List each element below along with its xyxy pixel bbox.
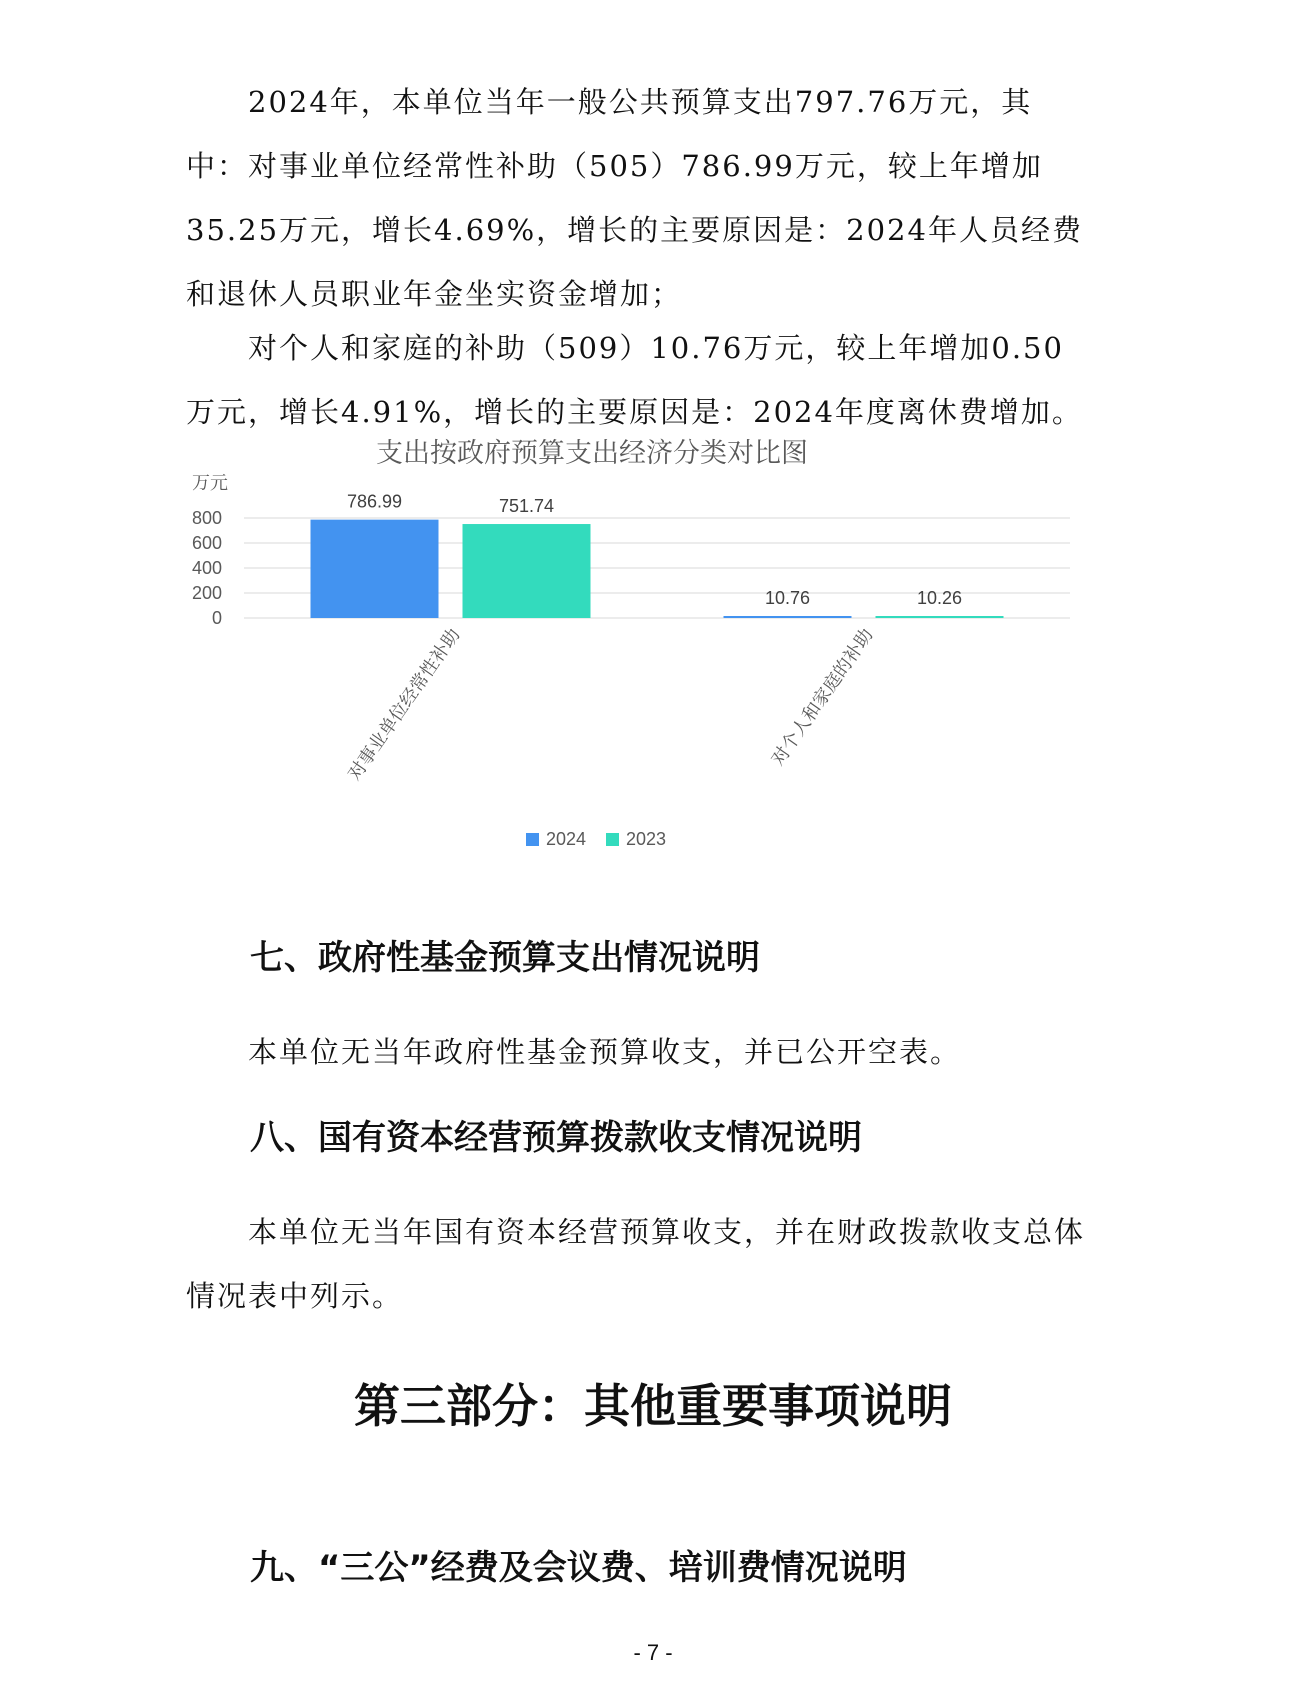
y-tick-label: 800	[191, 508, 222, 528]
y-tick-label: 200	[191, 583, 222, 603]
bar-2023	[876, 616, 1004, 618]
x-category-label: 对个人和家庭的补助	[767, 624, 877, 769]
bar-2024	[311, 520, 439, 618]
data-label: 10.76	[764, 588, 811, 608]
paragraph-household-subsidy: 对个人和家庭的补助（509）10.76万元，较上年增加0.50万元，增长4.91%，增长的主要原因是：2024年度离休费增加。	[186, 331, 1083, 429]
legend-swatch-2024	[526, 833, 539, 846]
part-3-title: 第三部分：其他重要事项说明	[354, 1379, 952, 1433]
page-number: - 7 -	[633, 1640, 673, 1665]
legend-label: 2023	[626, 829, 667, 849]
y-tick-label: 400	[191, 558, 222, 578]
chart-title: 支出按政府预算支出经济分类对比图	[376, 438, 808, 468]
paragraph-total-expenditure: 2024年，本单位当年一般公共预算支出797.76万元，其中：	[186, 85, 1033, 183]
bar-2023	[463, 524, 591, 618]
x-category-label: 对事业单位经常性补助	[344, 624, 464, 784]
section-7-body: 本单位无当年政府性基金预算收支，并已公开空表。	[248, 1035, 962, 1069]
expenditure-comparison-chart	[180, 438, 1060, 890]
data-label: 751.74	[498, 496, 555, 517]
bar-2024	[724, 616, 852, 618]
y-axis-unit-label: 万元	[192, 473, 228, 493]
legend-swatch-2023	[606, 833, 619, 846]
data-label: 786.99	[346, 491, 403, 512]
y-tick-label: 0	[211, 608, 222, 628]
data-label: 10.26	[916, 588, 963, 608]
legend-label: 2024	[546, 829, 587, 849]
section-7-heading: 七、政府性基金预算支出情况说明	[250, 938, 760, 978]
section-8-heading: 八、国有资本经营预算拨款收支情况说明	[250, 1118, 862, 1158]
section-8-body: 本单位无当年国有资本经营预算收支，并在财政拨款收支总体情况表中列示。	[186, 1215, 1086, 1313]
y-tick-label: 600	[191, 533, 222, 553]
paragraph-institution-subsidy: 对事业单位经常性补助（505）786.99万元，较上年增加35.25万元，增长4.69%，增长的主要原因是：2024年人员经费和退休人员职业年金坐实资金增加；	[186, 149, 1083, 311]
section-9-heading: 九、“三公”经费及会议费、培训费情况说明	[250, 1548, 907, 1588]
